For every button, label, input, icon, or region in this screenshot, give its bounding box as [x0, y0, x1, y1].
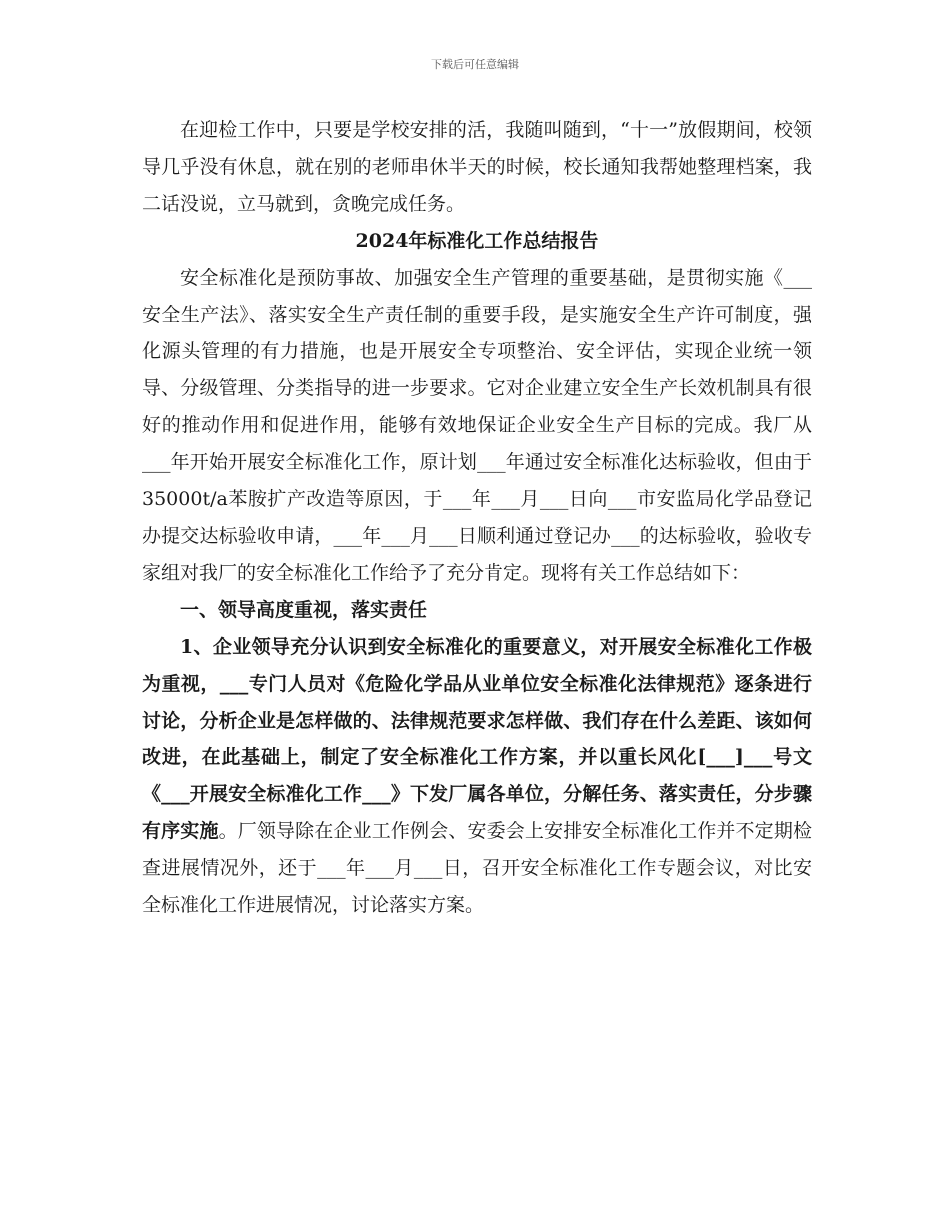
paragraph-2-bold-run: 1、企业领导充分认识到安全标准化的重要意义，对开展安全标准化工作极为重视，___专门人员对《危险化学品从业单位安全标准化法律规范》逐条进行讨论，分析企业是怎样做的、法律规范要求怎样做、我们存在什么差距、该如何改进，在此基础上，制定了安全标准化工作方案，并以重长风化[___]___号文《___开展安全标准化工作___》下发厂属各单位，分解任务、落实责任，分步骤有序实施	[142, 635, 812, 843]
paragraph-1: 安全标准化是预防事故、加强安全生产管理的重要基础，是贯彻实施《___安全生产法》、落实安全生产责任制的重要手段，是实施安全生产许可制度，强化源头管理的有力措施，也是开展安全专项整治、安全评估，实现企业统一领导、分级管理、分类指导的进一步要求。它对企业建立安全生产长效机制具有很好的推动作用和促进作用，能够有效地保证企业安全生产目标的完成。我厂从___年开始开展安全标准化工作，原计划___年通过安全标准化达标验收，但由于35000t/a苯胺扩产改造等原因，于___年___月___日向___市安监局化学品登记办提交达标验收申请，___年___月___日顺利通过登记办___的达标验收，验收专家组对我厂的安全标准化工作给予了充分肯定。现将有关工作总结如下：	[142, 266, 812, 584]
paragraph-2	[142, 629, 812, 924]
intro-paragraph: 在迎检工作中，只要是学校安排的活，我随叫随到，“十一”放假期间，校领导几乎没有休息，就在别的老师串休半天的时候，校长通知我帮她整理档案，我二话没说，立马就到，贪晚完成任务。	[142, 119, 812, 215]
document-title: 2024年标准化工作总结报告	[355, 229, 599, 252]
section-1-heading: 一、领导高度重视，落实责任	[180, 598, 428, 621]
paragraph-2-rest: 。厂领导除在企业工作例会、安委会上安排安全标准化工作并不定期检查进展情况外，还于___年___月___日，召开安全标准化工作专题会议，对比安全标准化工作进展情况，讨论落实方案。	[142, 820, 812, 917]
header-note: 下载后可任意编辑	[431, 58, 519, 71]
document-body	[142, 112, 812, 924]
